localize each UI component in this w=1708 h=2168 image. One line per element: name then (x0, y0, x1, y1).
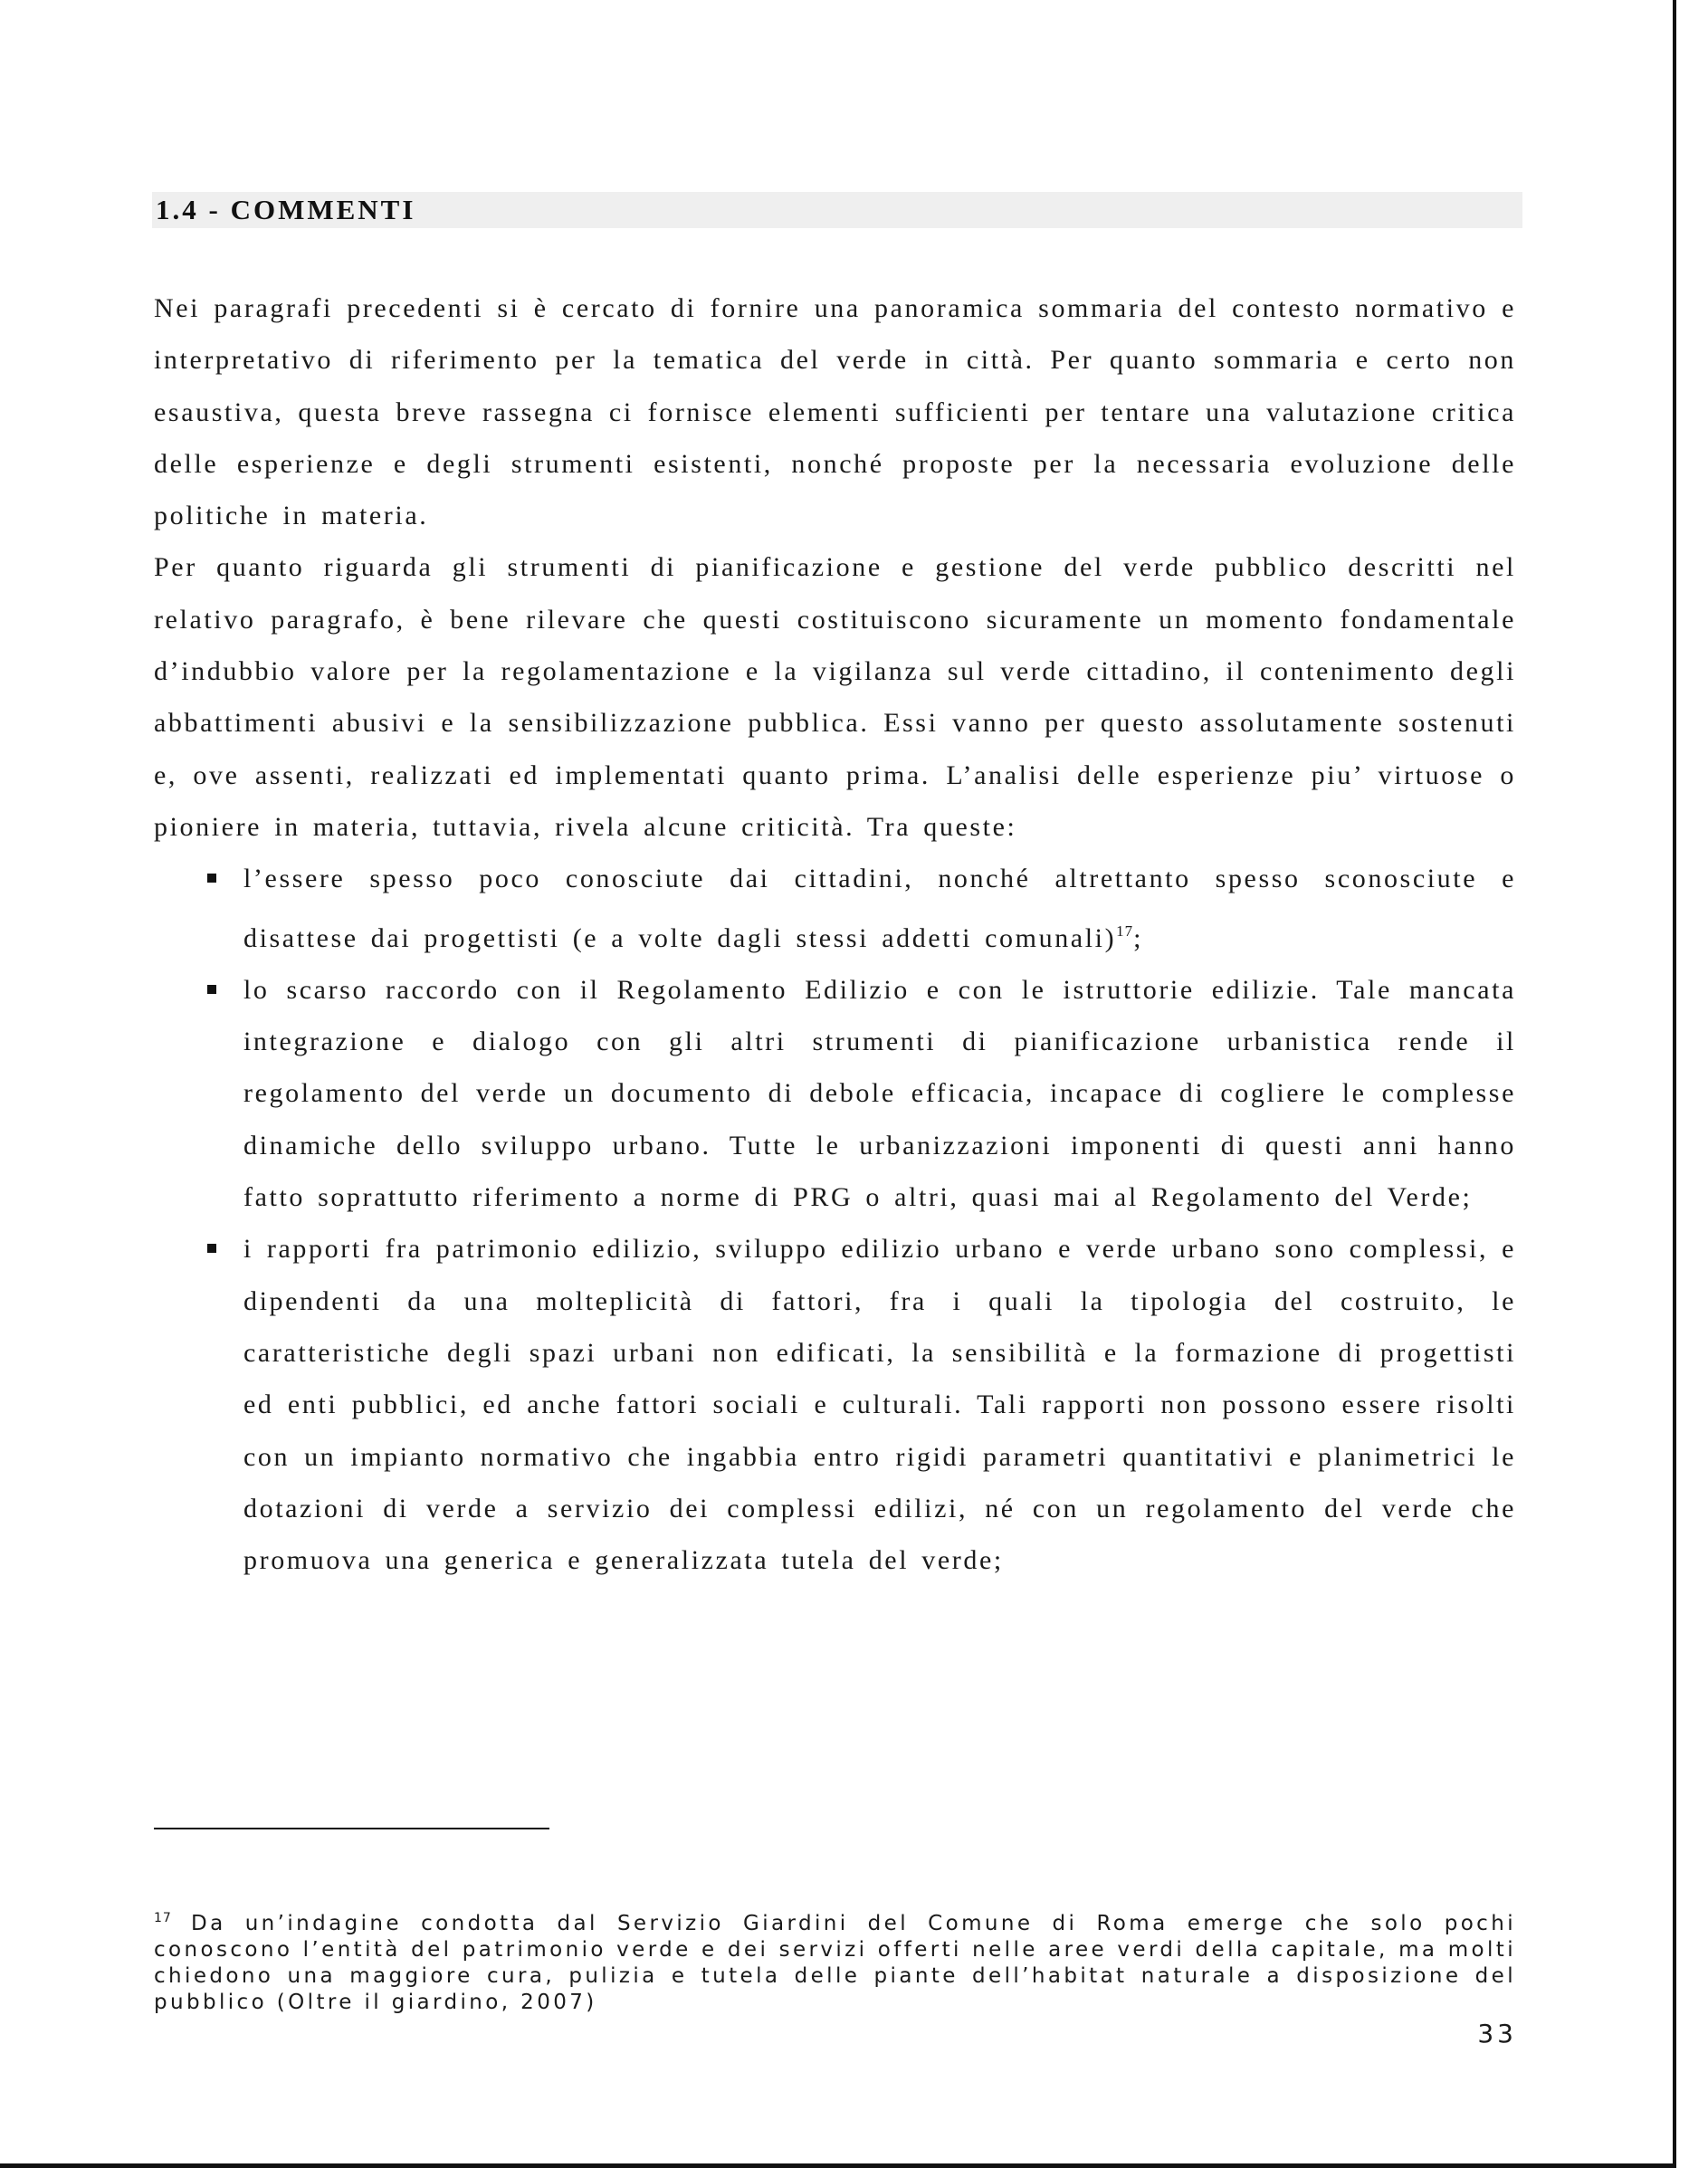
paragraph-2: Per quanto riguarda gli strumenti di pianificazione e gestione del verde pubblico descritti nel relativo paragrafo, è bene rilevare che questi costituiscono sicuramente un momento fondamentale d’indubbio valore per la regolamentazione e la vigilanza sul verde cittadino, il contenimento degli abbattimenti abusivi e la sensibilizzazione pubblica. Essi vanno per questo assolutamente sostenuti e, ove assenti, realizzati ed implementati quanto prima. L’analisi delle esperienze piu’ virtuose o pioniere in materia, tuttavia, rivela alcune criticità. Tra queste: (154, 552, 1516, 842)
footnote-separator (154, 1828, 549, 1829)
criticality-list (154, 853, 1516, 1586)
square-bullet-icon (207, 985, 216, 994)
list-item-text: l’essere spesso poco conosciute dai cittadini, nonché altrettanto spesso sconosciute e disattese dai progettisti (e a volte dagli stessi addetti comunali) (243, 864, 1516, 953)
footnote-number: 17 (154, 1911, 172, 1925)
paragraph-1: Nei paragrafi precedenti si è cercato di fornire una panoramica sommaria del contesto normativo e interpretativo di riferimento per la tematica del verde in città. Per quanto sommaria e certo non esaustiva, questa breve rassegna ci fornisce elementi sufficienti per tentare una valutazione critica delle esperienze e degli strumenti esistenti, nonché proposte per la necessaria evoluzione delle politiche in materia. (154, 293, 1516, 531)
section-heading: 1.4 - COMMENTI (156, 194, 416, 225)
page-number: 33 (1477, 2019, 1517, 2049)
footnote-text: Da un’indagine condotta dal Servizio Giardini del Comune di Roma emerge che solo pochi conoscono l’entità del patrimonio verde e dei servizi offerti nelle aree verdi della capitale, ma molti chiedono una maggiore cura, pulizia e tutela delle piante dell’habitat naturale a disposizione del pubblico (Oltre il giardino, 2007) (154, 1912, 1516, 2014)
square-bullet-icon (207, 1244, 216, 1253)
square-bullet-icon (207, 874, 216, 883)
list-item-suffix: ; (1133, 922, 1144, 953)
list-item-text: lo scarso raccordo con il Regolamento Edilizio e con le istruttorie edilizie. Tale mancata integrazione e dialogo con gli altri strumenti di pianificazione urbanistica rende il regolamento del verde un documento di debole efficacia, incapace di cogliere le complesse dinamiche dello sviluppo urbano. Tutte le urbanizzazioni imponenti di questi anni hanno fatto soprattutto riferimento a norme di PRG o altri, quasi mai al Regolamento del Verde; (243, 974, 1516, 1213)
footnote-reference[interactable]: 17 (1116, 922, 1134, 940)
body-text (154, 282, 1516, 1586)
footnote (154, 1905, 1516, 2016)
page-border-right (1673, 0, 1676, 2168)
list-item (154, 853, 1516, 964)
page-border-bottom (0, 2163, 1676, 2168)
list-item (154, 1223, 1516, 1586)
list-item-text: i rapporti fra patrimonio edilizio, sviluppo edilizio urbano e verde urbano sono complessi, e dipendenti da una molteplicità di fattori, fra i quali la tipologia del costruito, le caratteristiche degli spazi urbani non edificati, la sensibilità e la formazione di progettisti ed enti pubblici, ed anche fattori sociali e culturali. Tali rapporti non possono essere risolti con un impianto normativo che ingabbia entro rigidi parametri quantitativi e planimetrici le dotazioni di verde a servizio dei complessi edilizi, né con un regolamento del verde che promuova una generica e generalizzata tutela del verde; (243, 1234, 1516, 1576)
list-item (154, 964, 1516, 1223)
